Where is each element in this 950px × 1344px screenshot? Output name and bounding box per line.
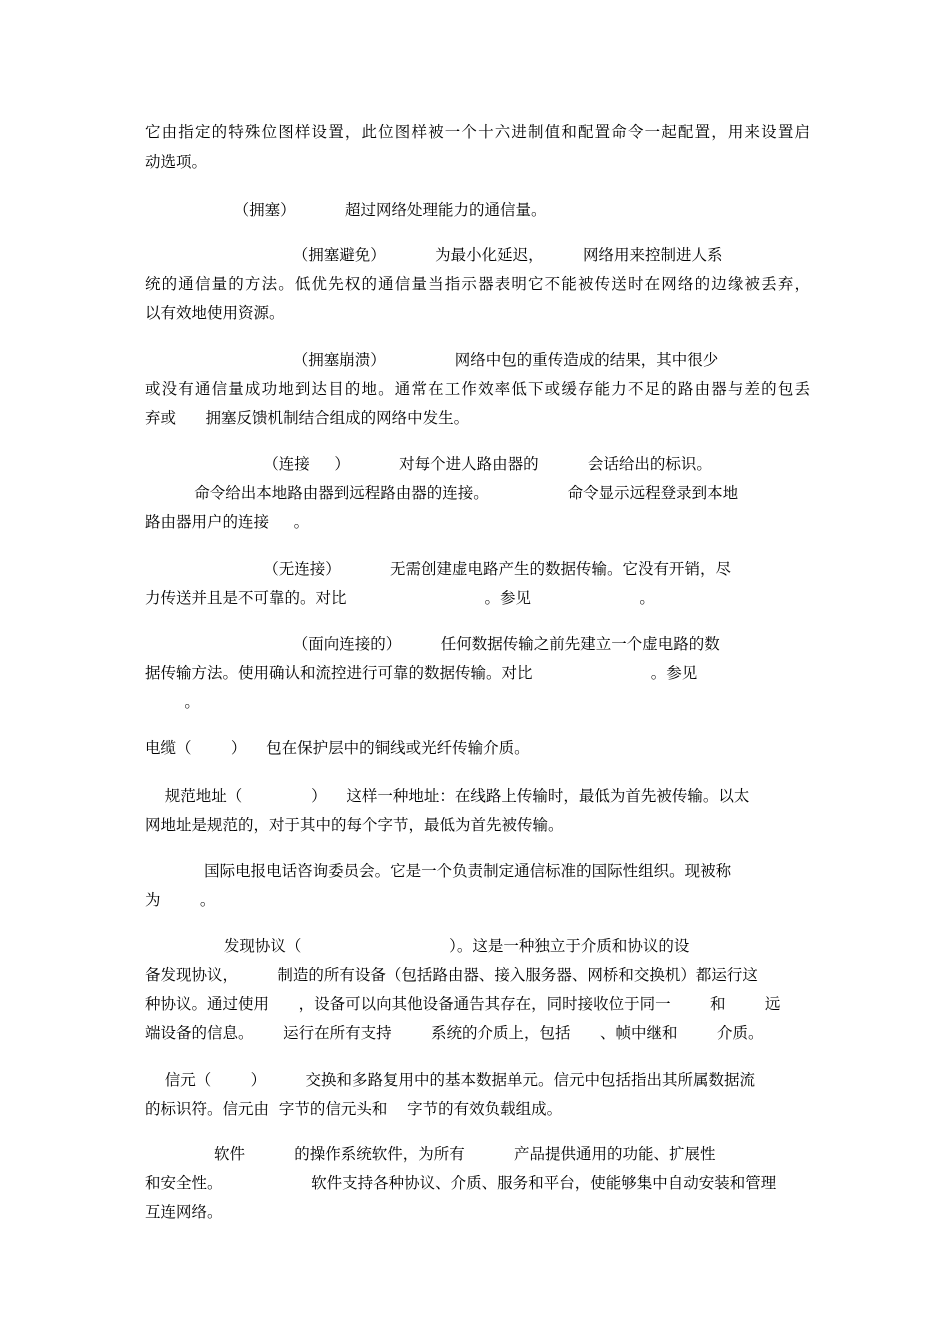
text-line: 和安全性。 软件支持各种协议、介质、服务和平台，使能够集中自动安装和管理 (145, 1174, 777, 1192)
text-line: 电缆（ ） 包在保护层中的铜线或光纤传输介质。 (145, 739, 530, 757)
text-line: 力传送并且是不可靠的。对比 。参见 。 (145, 589, 655, 607)
text-line: 互连网络。 (145, 1203, 223, 1221)
text-line: （无连接） 无需创建虚电路产生的数据传输。它没有开销，尽 (145, 560, 732, 578)
text-line: 发现协议（ ）。这是一种独立于介质和协议的设 (145, 937, 690, 955)
text-line: 的标识符。信元由 字节的信元头和 字节的有效负载组成。 (145, 1100, 563, 1118)
text-line: 弃或 拥塞反馈机制结合组成的网络中发生。 (145, 409, 470, 427)
text-line: 命令给出本地路由器到远程路由器的连接。 命令显示远程登录到本地 (145, 484, 739, 502)
text-line: （拥塞崩溃） 网络中包的重传造成的结果，其中很少 (145, 351, 719, 369)
text-line: 它由指定的特殊位图样设置，此位图样被一个十六进制值和配置命令一起配置，用来设置启 (145, 123, 810, 141)
text-line: 端设备的信息。 运行在所有支持 系统的介质上，包括 、帧中继和 介质。 (145, 1024, 764, 1042)
text-line: 网地址是规范的，对于其中的每个字节，最低为首先被传输。 (145, 816, 564, 834)
text-line: （连接 ） 对每个进人路由器的 会话给出的标识。 (145, 455, 712, 473)
text-line: 种协议。通过使用 ，设备可以向其他设备通告其存在，同时接收位于同一 和 远 (145, 995, 781, 1013)
text-line: 为 。 (145, 891, 216, 909)
text-line: 。 (145, 693, 200, 711)
text-line: 规范地址（ ） 这样一种地址：在线路上传输时，最低为首先被传输。以太 (145, 787, 750, 805)
text-line: 或没有通信量成功地到达目的地。通常在工作效率低下或缓存能力不足的路由器与差的包丢 (145, 380, 810, 398)
text-line: （面向连接的） 任何数据传输之前先建立一个虚电路的数 (145, 635, 720, 653)
text-line: （拥塞） 超过网络处理能力的通信量。 (145, 201, 547, 219)
text-line: 以有效地使用资源。 (145, 304, 285, 322)
text-line: 国际电报电话咨询委员会。它是一个负责制定通信标准的国际性组织。现被称 (145, 862, 732, 880)
text-line: 统的通信量的方法。低优先权的通信量当指示器表明它不能被传送时在网络的边缘被丢弃， (145, 275, 810, 293)
text-line: 路由器用户的连接 。 (145, 513, 310, 531)
text-line: 动选项。 (145, 153, 208, 171)
text-line: 软件 的操作系统软件，为所有 产品提供通用的功能、扩展性 (145, 1145, 716, 1163)
text-line: （拥塞避免） 为最小化延迟， 网络用来控制进人系 (145, 246, 723, 264)
text-line: 据传输方法。使用确认和流控进行可靠的数据传输。对比 。参见 (145, 664, 698, 682)
text-line: 备发现协议， 制造的所有设备（包括路由器、接入服务器、网桥和交换机）都运行这 (145, 966, 758, 984)
text-line: 信元（ ） 交换和多路复用中的基本数据单元。信元中包括指出其所属数据流 (145, 1071, 756, 1089)
